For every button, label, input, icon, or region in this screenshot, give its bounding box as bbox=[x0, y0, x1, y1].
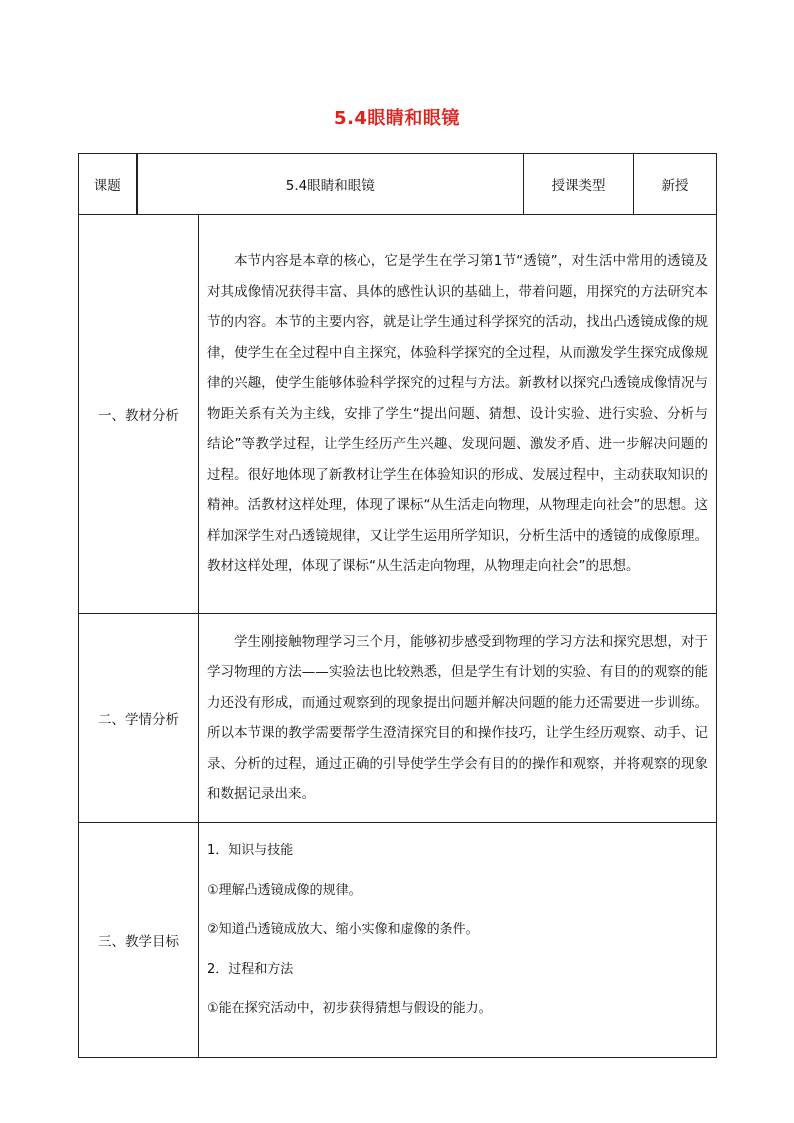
lesson-plan-table bbox=[78, 153, 717, 1058]
lesson-type-label: 授课类型 bbox=[524, 154, 634, 215]
section-label: 一、教材分析 bbox=[79, 215, 199, 614]
section-row-textbook-analysis bbox=[79, 215, 717, 614]
header-row bbox=[79, 154, 717, 215]
section-content bbox=[199, 823, 717, 1058]
section-label: 三、教学目标 bbox=[79, 823, 199, 1058]
section-row-teaching-goals bbox=[79, 823, 717, 1058]
section-content: 学生刚接触物理学习三个月，能够初步感受到物理的学习方法和探究思想，对于学习物理的方法——实验法也比较熟悉，但是学生有计划的实验、有目的的观察的能力还没有形成，而通过观察到的现象提出问题并解决问题的能力还需要进一步训练。所以本节课的教学需要帮学生澄清探究目的和操作技巧，让学生经历观察、动手、记录、分析的过程，通过正确的引导使学生学会有目的的操作和观察，并将观察的现象和数据记录出来。 bbox=[199, 614, 717, 823]
goal-item: ①理解凸透镜成像的规律。 bbox=[207, 882, 362, 898]
section-content: 本节内容是本章的核心，它是学生在学习第1节“透镜”，对生活中常用的透镜及对其成像情况获得丰富、具体的感性认识的基础上，带着问题，用探究的方法研究本节的内容。本节的主要内容，就是让学生通过科学探究的活动，找出凸透镜成像的规律，使学生在全过程中自主探究，体验科学探究的全过程，从而激发学生探究成像规律的兴趣，使学生能够体验科学探究的过程与方法。新教材以探究凸透镜成像情况与物距关系有关为主线，安排了学生“提出问题、猜想、设计实验、进行实验、分析与结论”等教学过程，让学生经历产生兴趣、发现问题、激发矛盾、进一步解决问题的过程。很好地体现了新教材让学生在体验知识的形成、发展过程中，主动获取知识的精神。活教材这样处理，体现了课标“从生活走向物理，从物理走向社会”的思想。这样加深学生对凸透镜规律，又让学生运用所学知识，分析生活中的透镜的成像原理。教材这样处理，体现了课标“从生活走向物理，从物理走向社会”的思想。 bbox=[199, 215, 717, 614]
goal-item: ①能在探究活动中，初步获得猜想与假设的能力。 bbox=[207, 1001, 492, 1017]
section-label: 二、学情分析 bbox=[79, 614, 199, 823]
topic-label: 课题 bbox=[79, 154, 137, 215]
goal-item: ②知道凸透镜成放大、缩小实像和虚像的条件。 bbox=[207, 922, 479, 938]
goal-item: 2．过程和方法 bbox=[207, 961, 294, 977]
lesson-type-value: 新授 bbox=[634, 154, 717, 215]
section-row-student-analysis bbox=[79, 614, 717, 823]
page-title: 5.4眼睛和眼镜 bbox=[334, 108, 460, 129]
goal-item: 1．知识与技能 bbox=[207, 843, 294, 859]
topic-value: 5.4眼睛和眼镜 bbox=[137, 154, 524, 215]
